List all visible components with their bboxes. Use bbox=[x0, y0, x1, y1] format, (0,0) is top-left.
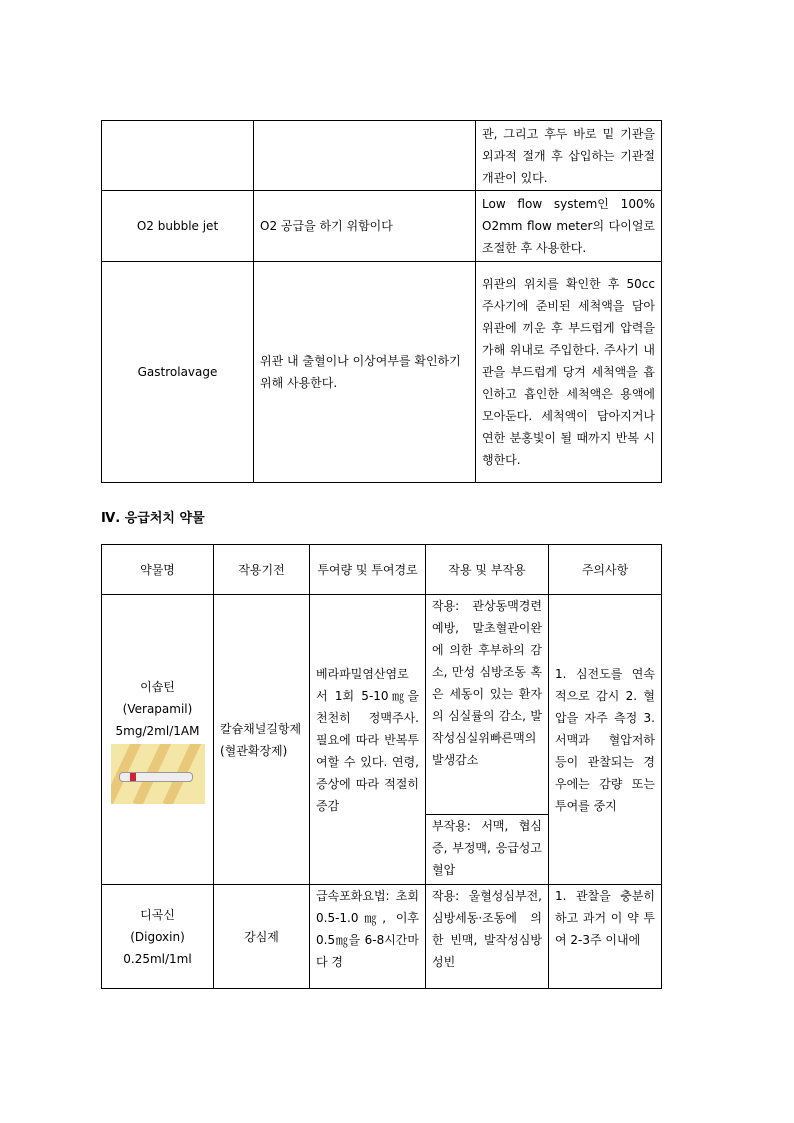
header-effects: 작용 및 부작용 bbox=[426, 545, 549, 595]
drug-name-english: (Digoxin) bbox=[130, 929, 185, 944]
caution-cell: 1. 관찰을 충분히 하고 과거 이 약 투여 2-3주 이내에 bbox=[549, 885, 662, 989]
table-row bbox=[102, 121, 662, 191]
emergency-drug-table bbox=[101, 544, 662, 989]
drug-name-english: (Verapamil) bbox=[122, 701, 193, 716]
table-row bbox=[102, 191, 662, 262]
dose-cell: 베라파밀염산염로서 1회 5-10㎎을 천천히 정맥주사. 필요에 따라 반복투여할 수 있다. 연령, 증상에 따라 적절히 증감 bbox=[310, 595, 426, 885]
header-mechanism: 작용기전 bbox=[214, 545, 310, 595]
side-effect-cell: 부작용: 서맥, 협심증, 부정맥, 응급성고혈압 bbox=[426, 815, 549, 885]
effect-cell: 작용: 울혈성심부전, 심방세동·조동에 의한 빈맥, 발작성심방성빈 bbox=[426, 885, 549, 989]
equipment-purpose-cell: 위관 내 출혈이나 이상여부를 확인하기 위해 사용한다. bbox=[254, 262, 476, 483]
equipment-purpose-cell: O2 공급을 하기 위함이다 bbox=[254, 191, 476, 262]
table-header-row bbox=[102, 545, 662, 595]
mechanism-cell: 칼슘채널길항제 (혈관확장제) bbox=[214, 595, 310, 885]
table-row bbox=[102, 885, 662, 989]
equipment-purpose-cell bbox=[254, 121, 476, 191]
header-dose-route: 투여량 및 투여경로 bbox=[310, 545, 426, 595]
drug-strength: 5mg/2ml/1AM bbox=[115, 723, 200, 738]
equipment-name-cell: O2 bubble jet bbox=[102, 191, 254, 262]
effect-cell: 작용: 관상동맥경련 예방, 말초혈관이완에 의한 후부하의 감소, 만성 심방조동 혹은 세동이 있는 환자의 심실률의 감소, 발작성심실위빠른맥의 발생감소 bbox=[426, 595, 549, 815]
equipment-table bbox=[101, 120, 662, 483]
drug-name-cell bbox=[102, 595, 214, 885]
equipment-method-cell: Low flow system인 100% O2mm flow meter의 다이얼로 조절한 후 사용한다. bbox=[476, 191, 662, 262]
header-drug-name: 약물명 bbox=[102, 545, 214, 595]
table-row bbox=[102, 262, 662, 483]
equipment-name-cell: Gastrolavage bbox=[102, 262, 254, 483]
ampoule-photo bbox=[111, 744, 205, 804]
drug-name-korean: 디곡신 bbox=[140, 907, 175, 922]
drug-name-cell bbox=[102, 885, 214, 989]
section-heading: Ⅳ. 응급처치 약물 bbox=[101, 511, 205, 526]
dose-cell: 급속포화요법: 초회 0.5-1.0㎎, 이후 0.5㎎을 6-8시간마다 경 bbox=[310, 885, 426, 989]
equipment-name-cell bbox=[102, 121, 254, 191]
equipment-method-cell: 위관의 위치를 확인한 후 50cc 주사기에 준비된 세척액을 담아 위관에 끼운 후 부드럽게 압력을 가해 위내로 주입한다. 주사기 내관을 부드럽게 당겨 세척액을 흡인하고 흡인한 세척액은 용액에 모아둔다. 세척액이 담아지거나 연한 분홍빛이 될 때까지 반복 시행한다. bbox=[476, 262, 662, 483]
table-row bbox=[102, 595, 662, 815]
caution-cell: 1. 심전도를 연속적으로 감시 2. 혈압을 자주 측정 3. 서맥과 혈압저하 등이 관찰되는 경우에는 감량 또는 투여를 중지 bbox=[549, 595, 662, 885]
header-caution: 주의사항 bbox=[549, 545, 662, 595]
mechanism-cell: 강심제 bbox=[214, 885, 310, 989]
equipment-method-cell: 관, 그리고 후두 바로 밑 기관을 외과적 절개 후 삽입하는 기관절개관이 있다. bbox=[476, 121, 662, 191]
drug-name-korean: 이솝틴 bbox=[140, 679, 175, 694]
drug-strength: 0.25ml/1ml bbox=[123, 951, 192, 966]
